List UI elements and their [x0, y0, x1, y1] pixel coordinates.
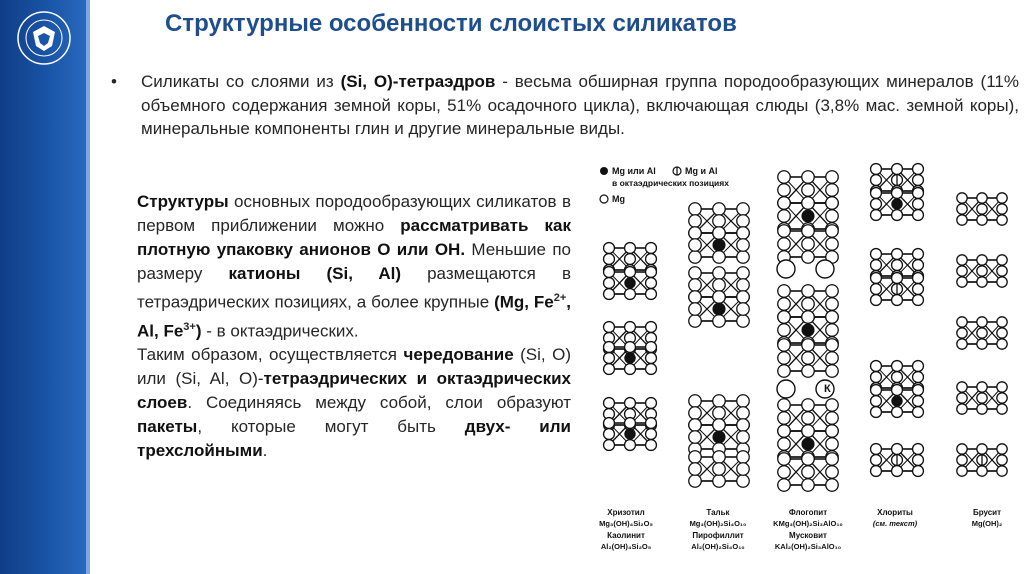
- alternation-paragraph: [137, 343, 571, 463]
- packing-unit: [689, 291, 749, 327]
- cation-dot-icon: [891, 395, 902, 406]
- mineral-formula2: Al₂(OH)₂Si₄O₁₀: [691, 542, 745, 551]
- potassium-ion-icon: [777, 380, 795, 398]
- text-run: .: [262, 441, 268, 461]
- packing-unit: [778, 453, 838, 491]
- text-run: 2+: [553, 292, 567, 304]
- packing-unit: [957, 193, 1007, 225]
- text-run: тетраэдрических и октаэдрических слоев: [137, 369, 572, 413]
- text-run: катионы (Si, Al): [228, 264, 402, 283]
- text-run: чередование: [403, 345, 514, 365]
- packing-unit: [871, 188, 924, 221]
- packing-unit: [689, 451, 749, 487]
- mineral-formula2: Al₂(OH)₄Si₂O₅: [600, 542, 652, 551]
- cation-dot-icon: [712, 238, 725, 251]
- potassium-ion-icon: [777, 260, 795, 278]
- text-run: Силикаты со слоями из: [141, 72, 341, 91]
- potassium-ion-icon: [816, 260, 834, 278]
- text-run: основных породообразующих силикатов в первом приближении можно: [137, 192, 571, 235]
- legend-mg-and-al: Mg и Al: [685, 166, 718, 176]
- packing-unit: [871, 444, 924, 477]
- text-run: (Mg, Fe: [494, 292, 554, 312]
- bullet-marker: •: [111, 72, 117, 91]
- packing-unit: [871, 385, 924, 418]
- k-label: К: [824, 383, 831, 395]
- legend-open-dot-icon: [600, 195, 608, 203]
- packing-unit: [689, 227, 749, 263]
- cation-dot-icon: [624, 277, 635, 288]
- text-run: пакеты: [137, 417, 198, 437]
- text-run: размещаются в тетраэдрических позициях, а более крупные: [137, 264, 571, 312]
- cation-dot-icon: [891, 198, 902, 209]
- cation-dot-icon: [801, 209, 814, 222]
- layer-structures-figure: [590, 160, 1022, 570]
- mineral-name: Хризотил: [607, 508, 645, 517]
- legend-octahedral: в октаэдрических позициях: [612, 178, 729, 188]
- cation-dot-icon: [712, 302, 725, 315]
- text-run: , которые могут быть: [197, 417, 465, 437]
- cation-dot-icon: [801, 437, 814, 450]
- packing-unit: [957, 317, 1007, 349]
- mineral-name: Хлориты: [877, 508, 913, 517]
- mineral-formula2: KAl₂(OH)₂Si₃AlO₁₀: [774, 542, 842, 551]
- packing-unit: [778, 339, 838, 377]
- mineral-name2: Мусковит: [789, 531, 827, 540]
- text-run: Структуры: [137, 192, 229, 211]
- text-run: - в октаэдрических.: [201, 321, 359, 341]
- legend-mg-or-al: Mg или Al: [612, 166, 656, 176]
- mineral-name2: Каолинит: [607, 531, 645, 540]
- packing-unit: [957, 382, 1007, 414]
- text-run: 3+: [183, 320, 196, 333]
- text-run: (Si, O)-тетраэдров: [340, 72, 496, 91]
- mineral-name: Флогопит: [788, 508, 828, 517]
- text-run: , Al, Fe: [137, 292, 572, 341]
- text-run: . Соединяясь между собой, слои образуют: [187, 393, 571, 413]
- mineral-formula: Mg₃(OH)₂Si₄O₁₀: [689, 519, 747, 528]
- slide-title: Структурные особенности слоистых силикатов: [165, 10, 737, 37]
- mineral-formula: Mg(OH)₂: [971, 519, 1003, 528]
- mineral-name: Тальк: [706, 508, 730, 517]
- mineral-formula: (см. текст): [872, 519, 918, 528]
- sidebar-stripe: [86, 0, 90, 574]
- text-run: рассматривать как плотную упаковку анионов О или ОН.: [137, 216, 571, 259]
- packing-unit: [957, 444, 1007, 476]
- cation-dot-icon: [712, 430, 725, 443]
- intro-paragraph: [141, 70, 1019, 141]
- packing-unit: [957, 255, 1007, 287]
- structure-text: [137, 190, 571, 463]
- packing-unit: [604, 418, 657, 451]
- mineral-formula: Mg₃(OH)₄Si₂O₅: [599, 519, 653, 528]
- text-run: двух- или трехслойными: [137, 417, 571, 461]
- legend-mg: Mg: [612, 194, 625, 204]
- packing-unit: [871, 273, 924, 306]
- packing-unit: [778, 225, 838, 263]
- structure-paragraph: [137, 190, 571, 343]
- text-run: Таким образом, осуществляется: [137, 345, 404, 365]
- text-run: ): [195, 321, 202, 341]
- mineral-name: Брусит: [972, 508, 1002, 517]
- mineral-name2: Пирофиллит: [692, 531, 744, 540]
- sidebar: [0, 0, 90, 574]
- cation-dot-icon: [801, 323, 814, 336]
- text-run: (Si, O) или (Si, Al, O)-: [137, 345, 571, 389]
- university-logo-icon: [16, 10, 72, 66]
- text-run: - весьма обширная группа породообразующих минералов (11% объемного содержания земной коры, 51% осадочного цикла), включающая слюды (3,8% мас. земной коры), минеральные компоненты глин и другие минеральные виды.: [141, 72, 1019, 138]
- text-run: Меньшие по размеру: [137, 240, 571, 283]
- packing-unit: [604, 267, 657, 300]
- cation-dot-icon: [624, 352, 635, 363]
- mineral-formula: KMg₃(OH)₂Si₃AlO₁₀: [773, 519, 843, 528]
- legend-filled-dot-icon: [600, 167, 608, 175]
- packing-unit: [604, 342, 657, 375]
- packing-unit: [689, 419, 749, 455]
- cation-dot-icon: [624, 428, 635, 439]
